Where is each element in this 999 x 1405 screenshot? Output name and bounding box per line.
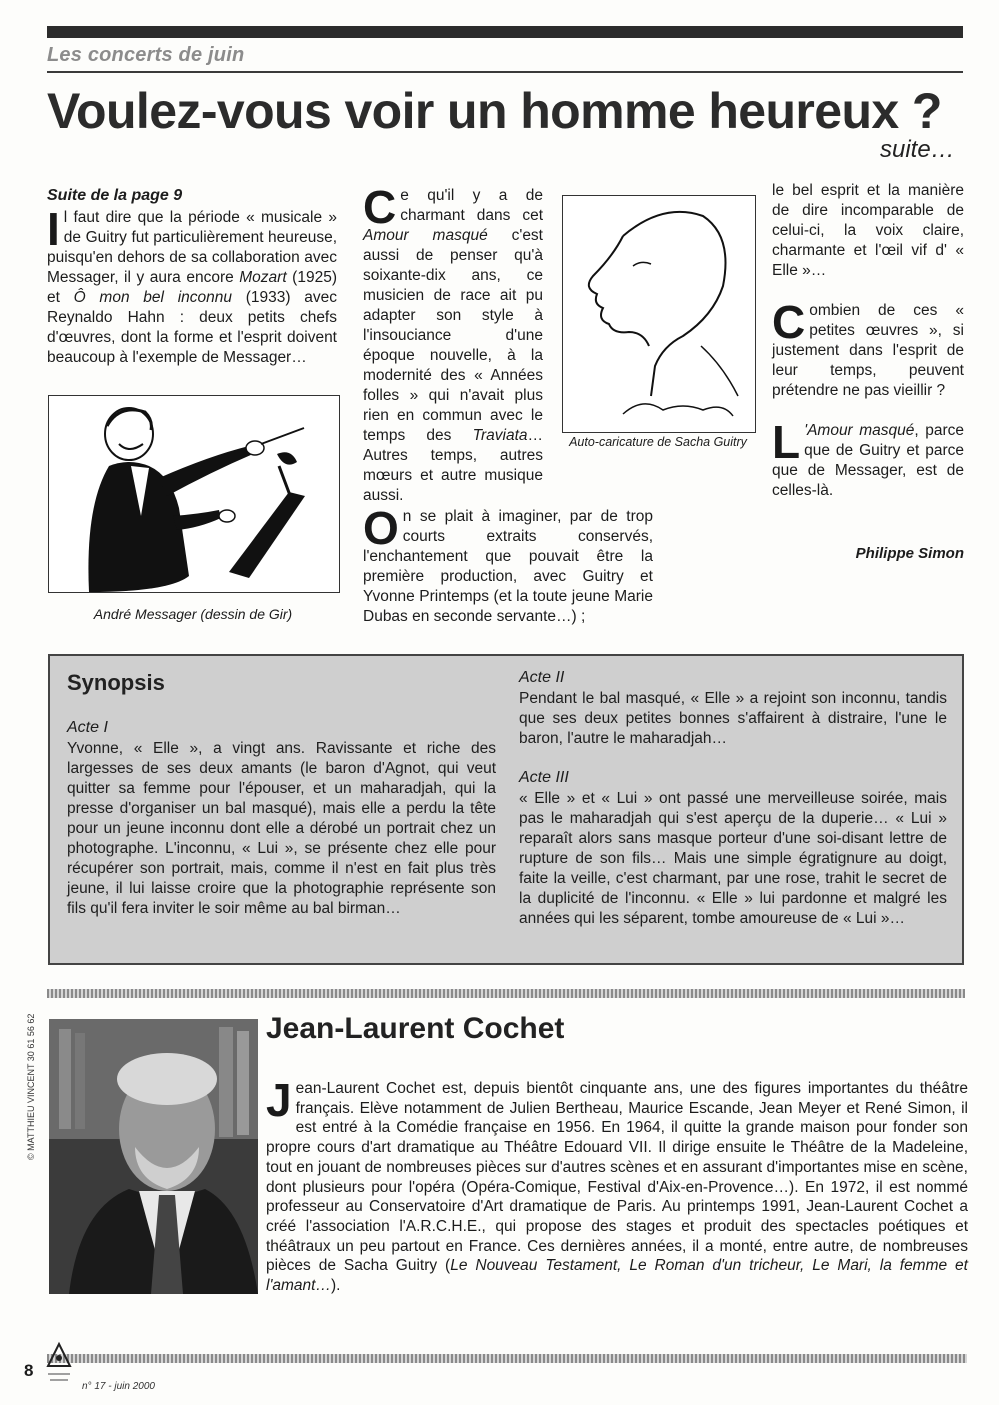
dropcap: I [47, 203, 60, 255]
act-text: Pendant le bal masqué, « Elle » a rejoint son inconnu, tandis que ses deux petites bonnes s'affairent à distraire, l'une le baron, l'autre le maharadjah… [519, 690, 947, 747]
text: (1933) avec Reynaldo Hahn : deux petits chefs d'œuvres, dont la forme et l'esprit doivent beaucoup à l'exemple de Messager… [47, 289, 338, 366]
col3-paragraph-2 [772, 296, 964, 401]
work-title: Mozart [239, 269, 287, 286]
page-number: 8 [24, 1361, 34, 1380]
col2-paragraph-2 [363, 502, 653, 627]
dropcap: J [266, 1074, 292, 1126]
issue-info: n° 17 - juin 2000 [82, 1381, 155, 1392]
text: e qu'il y a de charmant dans cet [400, 187, 543, 224]
text: … Autres temps, autres mœurs et autre musique aussi. [363, 427, 543, 504]
bio-text [266, 1074, 968, 1296]
text: , parce que de Guitry et parce que de Messager, est de celles-là. [772, 422, 964, 499]
dropcap: C [363, 181, 397, 233]
work-titles: Le Nouveau Testament, Le Roman d'un tricheur, Le Mari, la femme et l'amant… [266, 1257, 968, 1295]
column-2-bottom [363, 502, 653, 627]
publication-logo [44, 1340, 74, 1388]
conductor-illustration [49, 396, 339, 592]
column-1 [47, 186, 337, 368]
col3-paragraph-3 [772, 416, 964, 501]
dropcap: O [363, 502, 399, 554]
cochet-photo [49, 1019, 258, 1294]
column-2 [363, 181, 543, 506]
messager-caption: André Messager (dessin de Gir) [93, 606, 293, 622]
work-title: Traviata [472, 427, 528, 444]
work-title: Ô mon bel inconnu [73, 289, 233, 306]
continued-from: Suite de la page 9 [47, 187, 183, 204]
act-text: « Elle » et « Lui » ont passé une merveilleuse soirée, mais pas le maharadjah qui s'est aperçu de la duperie… « Lui » reparaît alors sans masque porteur d'une soi-disant lettre de rupture de son fils… Mais une simple égratignure au doigt, faite la veille, c'est charmant, par une rose, trahit le secret de la duplicité de l'inconnu. « Elle » lui pardonne et malgré les années qui les séparent, tombe amoureuse de « Lui »… [519, 790, 947, 927]
act-label: Acte I [67, 719, 108, 736]
photo-credit: © MATTHIEU VINCENT 30 61 56 62 [26, 1013, 36, 1160]
logo-icon [44, 1340, 74, 1388]
col1-paragraph [47, 203, 338, 368]
text: l faut dire que la période « musicale » de Guitry fut particulièrement heureuse, puisqu'en dehors de sa collaboration avec Messager, il y aura encore [47, 209, 337, 286]
col2-paragraph-1 [363, 181, 543, 506]
synopsis-heading: Synopsis [67, 670, 165, 695]
act-label: Acte III [519, 769, 569, 786]
title-suite: suite… [880, 136, 955, 163]
act-text: Yvonne, « Elle », a vingt ans. Ravissante et riche des largesses de ses deux amants (le baron d'Agnot, qui veut quitter sa femme pour l'épouser, et un maharadjah, qui la presse d'organiser un bal masqué), mais elle a perdu la tête pour un jeune inconnu dont elle a dérobé un portrait chez un photographe. L'inconnu, « Lui », se présente chez elle pour récupérer son portrait, mais, comme il n'est en fait plus très jeune, il lui laisse croire que la photographie représente son fils qu'il fera inviter le soir même au bal birman… [67, 740, 496, 917]
header-bar [47, 26, 963, 38]
text: ean-Laurent Cochet est, depuis bientôt cinquante ans, une des figures importantes du théâtre français. Elève notamment de Julien Bertheau, Maurice Escande, Jean Meyer et René Simon, il est entré à la Comédie française en 1956. En 1964, il quitte la grande maison pour fonder son propre cours d'art dramatique au Théâtre Edouard VII. Il dirige ensuite le Théâtre de la Madeleine, tout en jouant de nombreuses pièces sur d'autres scènes et en assurant d'importantes mise en scène, dont plusieurs pour l'opéra (Opéra-Comique, Festival d'Aix-en-Provence…). En 1972, il est nommé professeur au Conservatoire d'Art dramatique de Paris. Au printemps 1991, Jean-Laurent Cochet a créé l'association l'A.R.C.H.E., qui propose des stages et produit des spectacles poétiques et théâtraux un peu partout en France. Ces dernières années, il a monté, entre autre, de nombreuses pièces de Sacha Guitry ( [266, 1080, 968, 1275]
title-rule [47, 71, 963, 73]
profile-sketch [563, 196, 755, 432]
synopsis-act2 [519, 668, 947, 749]
synopsis-act3 [519, 768, 947, 929]
text: ). [330, 1277, 341, 1295]
messager-drawing [48, 395, 340, 593]
text: n se plait à imaginer, par de trop courts extraits conservés, l'enchantement que pouvait être la première production, avec Guitry et Yvonne Printemps (et la toute jeune Marie Dubas en seconde servante…) ; [363, 508, 653, 625]
section-label: Les concerts de juin [47, 44, 245, 66]
work-title: Amour masqué [363, 227, 488, 244]
guitry-caricature [562, 195, 756, 433]
page-title: Voulez-vous voir un homme heureux ? [47, 83, 942, 139]
portrait-image [49, 1019, 258, 1294]
guitry-caption: Auto-caricature de Sacha Guitry [569, 435, 747, 449]
footer-divider [47, 1354, 967, 1363]
column-3 [772, 181, 964, 501]
synopsis-act1 [67, 718, 496, 919]
text: ombien de ces « petites œuvres », si justement dans l'esprit de leur temps, peuvent prétendre ne pas vieillir ? [772, 302, 964, 399]
text: (1925) et [47, 269, 337, 306]
section-divider [47, 989, 965, 998]
bio-title: Jean-Laurent Cochet [266, 1012, 565, 1045]
dropcap: C [772, 296, 806, 348]
text: c'est aussi de penser qu'à soixante-dix ans, ce musicien de race ait pu adapter son style à l'insouciance d'une époque nouvelle, à la modernité des « Années folles » qui n'avait plus rien en commun avec le temps des [363, 227, 543, 444]
dropcap: L [772, 416, 801, 468]
author-signature: Philippe Simon [855, 545, 964, 562]
col3-paragraph-1: le bel esprit et la manière de dire incomparable de celui-ci, la voix claire, charmante et l'œil vif d' « Elle »… [772, 182, 964, 279]
act-label: Acte II [519, 669, 565, 686]
work-title: 'Amour masqué [804, 422, 915, 439]
